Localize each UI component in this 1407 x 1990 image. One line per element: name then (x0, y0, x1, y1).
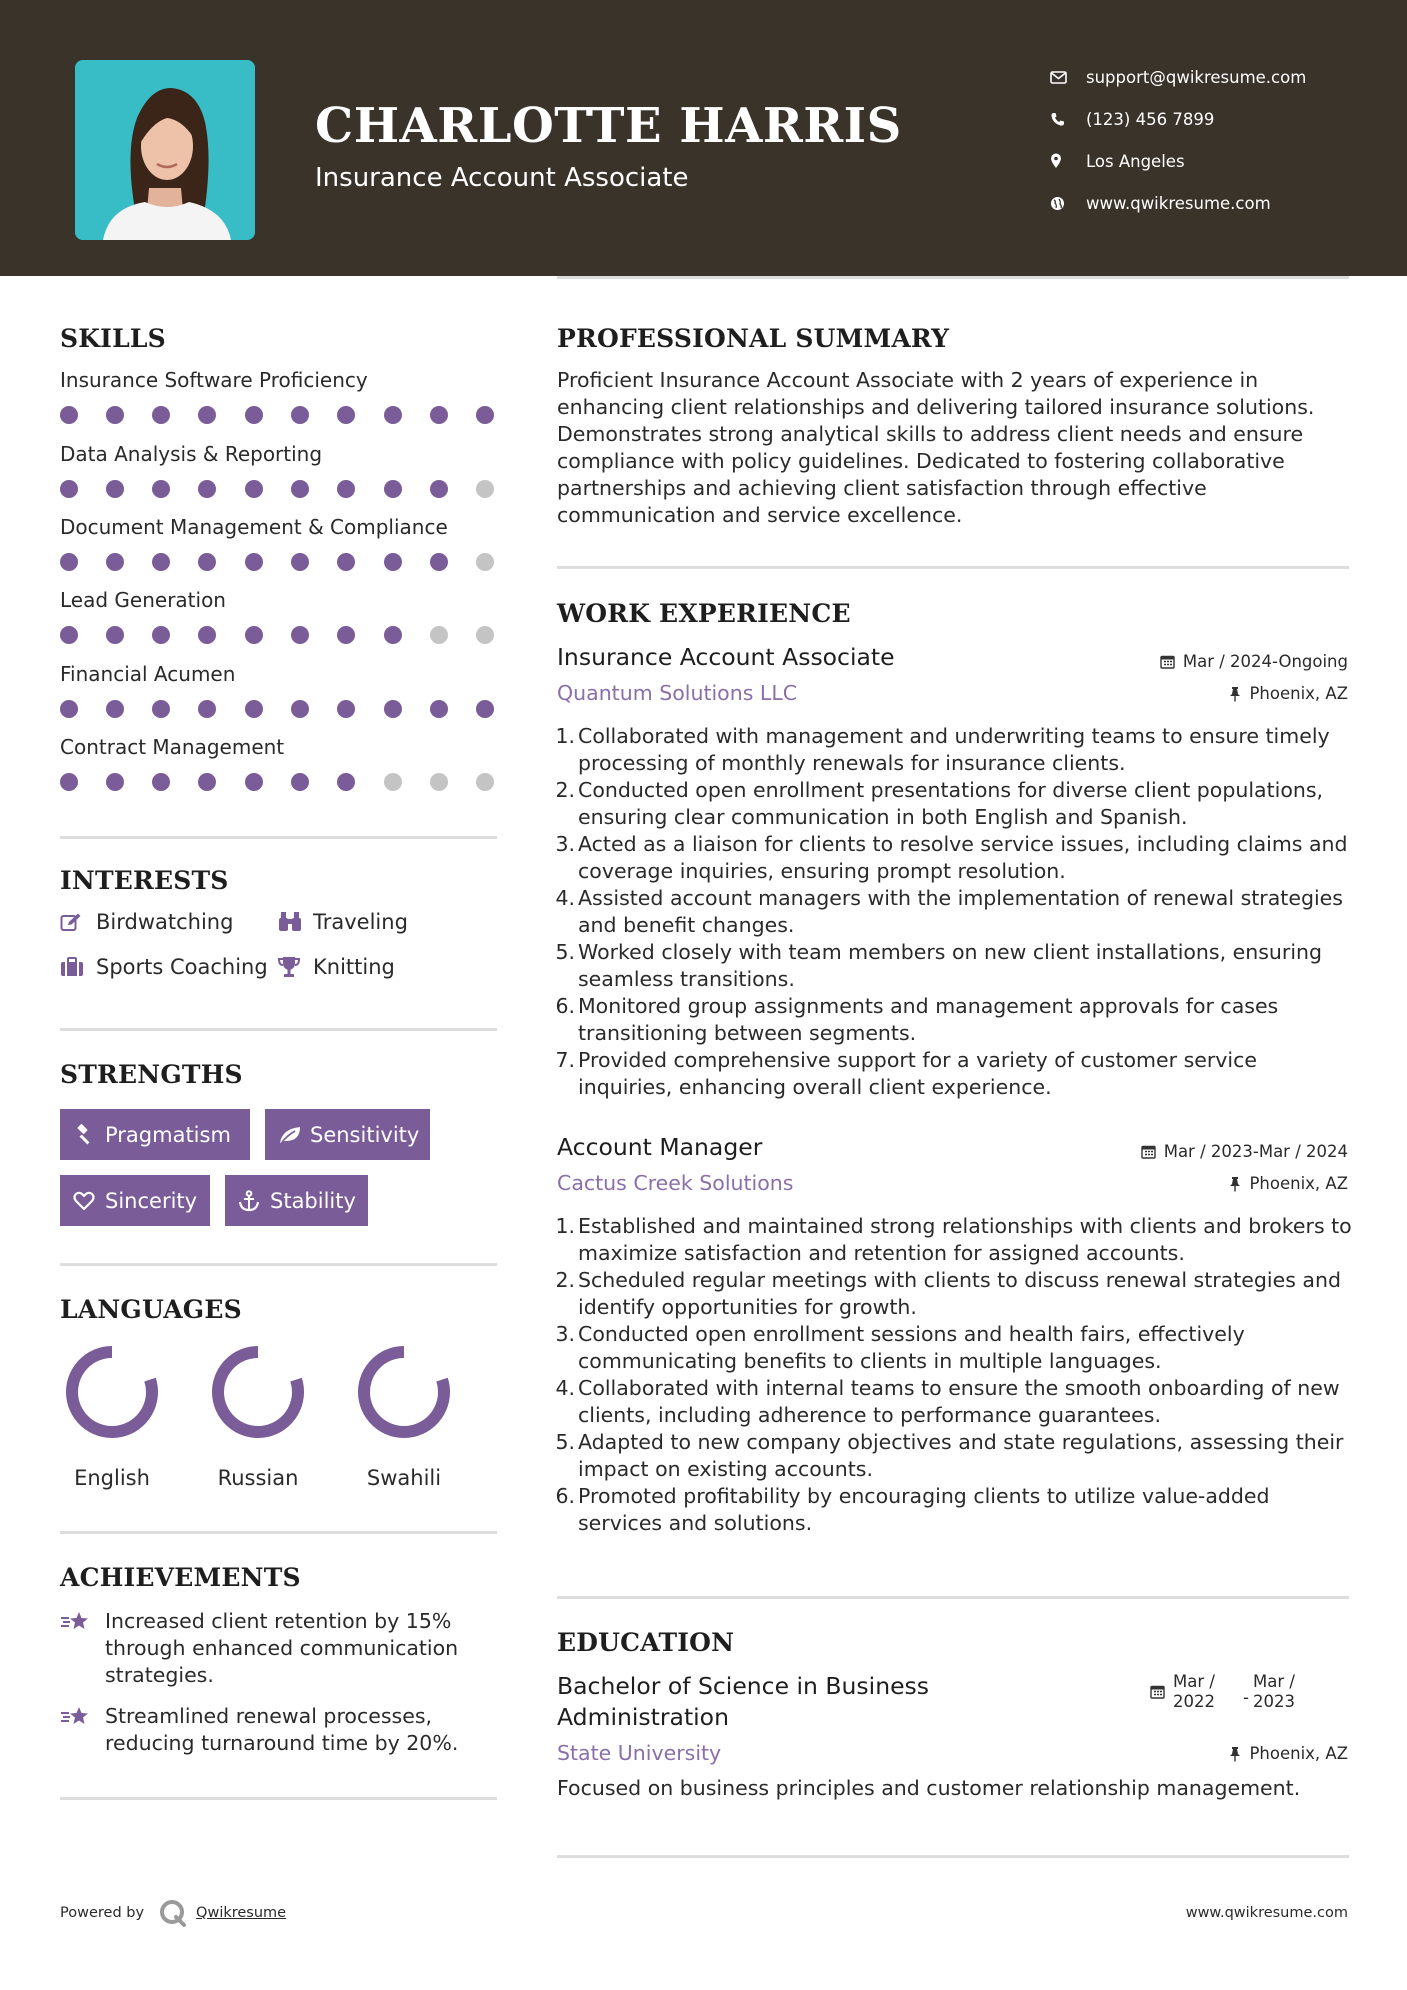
rating-dot-filled (198, 480, 216, 498)
skill-item (60, 588, 500, 650)
job-location (1229, 684, 1348, 703)
binoculars-icon (277, 911, 313, 933)
rating-dot-filled (291, 406, 309, 424)
job-dates-text: Mar / 2024-Ongoing (1182, 652, 1348, 671)
rating-dot-filled (198, 553, 216, 571)
language-label: Russian (217, 1466, 299, 1490)
rating-dot-filled (291, 700, 309, 718)
rating-dot-filled (245, 700, 263, 718)
achievement-text: Increased client retention by 15% through enhanced communication strategies. (105, 1609, 459, 1687)
responsibility-item: 3. Acted as a liaison for clients to resolve service issues, including claims and coverage inquiries, ensuring prompt resolution. (555, 832, 1348, 883)
rating-dot-empty (384, 773, 402, 791)
contact-info (1050, 56, 1306, 224)
language-ring (208, 1342, 308, 1442)
achievements-heading: ACHIEVEMENTS (60, 1563, 301, 1592)
skill-rating (60, 406, 500, 430)
language-english (52, 1342, 172, 1490)
contact-location (1050, 140, 1306, 182)
thumbtack-icon (1229, 686, 1241, 702)
responsibility-item: 1. Collaborated with management and underwriting teams to ensure timely processing of monthly renewals for insurance clients. (555, 724, 1330, 775)
responsibility-item: 2. Conducted open enrollment presentations for diverse client populations, ensuring clear communication in both English and Spanish. (555, 778, 1324, 829)
rating-dot-filled (384, 480, 402, 498)
rating-dot-filled (106, 480, 124, 498)
rating-dot-filled (337, 626, 355, 644)
education-end-date: Mar / 2023 (1253, 1672, 1295, 1711)
language-ring (62, 1342, 162, 1442)
rating-dot-filled (60, 553, 78, 571)
strength-label: Sensitivity (310, 1122, 420, 1147)
rating-dot-empty (476, 480, 494, 498)
calendar-icon (1150, 1672, 1165, 1712)
rating-dot-filled (337, 480, 355, 498)
interest-label: Birdwatching (96, 910, 234, 934)
rating-dot-filled (245, 480, 263, 498)
summary-divider (557, 566, 1349, 569)
rating-dot-filled (337, 773, 355, 791)
strength-tag-sincerity (60, 1175, 210, 1226)
profile-photo (75, 60, 255, 240)
job-dates (1160, 652, 1348, 671)
rating-dot-filled (60, 406, 78, 424)
skill-name: Contract Management (60, 735, 285, 759)
rating-dot-filled (60, 480, 78, 498)
rating-dot-filled (152, 626, 170, 644)
achievements-divider (60, 1797, 497, 1800)
rating-dot-filled (198, 700, 216, 718)
rating-dot-filled (106, 626, 124, 644)
summary-heading: PROFESSIONAL SUMMARY (557, 324, 950, 353)
interest-label: Knitting (313, 955, 395, 979)
header-divider (557, 276, 1349, 279)
responsibility-item: 4. Assisted account managers with the implementation of renewal strategies and benefit changes. (555, 886, 1343, 937)
job-title: Account Manager (557, 1133, 763, 1161)
strengths-heading: STRENGTHS (60, 1060, 243, 1089)
contact-email-text: support@qwikresume.com (1086, 67, 1307, 87)
job-location (1229, 1174, 1348, 1193)
skill-item (60, 735, 500, 797)
company-name: Cactus Creek Solutions (557, 1171, 794, 1195)
education-location-text: Phoenix, AZ (1249, 1744, 1348, 1763)
skill-item (60, 442, 500, 504)
rating-dot-empty (430, 773, 448, 791)
rating-dot-filled (337, 406, 355, 424)
rating-dot-filled (152, 700, 170, 718)
strength-tag-pragmatism (60, 1109, 250, 1160)
summary-text: Proficient Insurance Account Associate with 2 years of experience in enhancing client relationships and delivering tailored insurance solutions. Demonstrates strong analytical skills to address client needs and ensure compliance with policy guidelines. Dedicated to fostering collaborative partnerships and achieving client satisfaction through effective communication and service excellence. (557, 368, 1315, 527)
resume-header (0, 0, 1407, 276)
interest-knitting (277, 955, 395, 979)
school-name: State University (557, 1741, 722, 1765)
job-location-text: Phoenix, AZ (1249, 1174, 1348, 1193)
company-name: Quantum Solutions LLC (557, 681, 798, 705)
envelope-icon (1050, 71, 1086, 84)
education-divider (557, 1855, 1349, 1858)
rating-dot-filled (60, 700, 78, 718)
rating-dot-filled (337, 553, 355, 571)
responsibility-item: 1. Established and maintained strong relationships with clients and brokers to maximize satisfaction and retention for assigned accounts. (555, 1214, 1352, 1265)
skills-heading: SKILLS (60, 324, 166, 353)
achievement-item (60, 1608, 500, 1689)
rating-dot-filled (476, 406, 494, 424)
interest-label: Sports Coaching (96, 955, 268, 979)
languages-heading: LANGUAGES (60, 1295, 242, 1324)
rating-dot-filled (476, 700, 494, 718)
language-russian (198, 1342, 318, 1490)
skill-rating (60, 626, 500, 650)
rating-dot-filled (384, 626, 402, 644)
language-label: Swahili (366, 1466, 442, 1490)
achievement-item (60, 1703, 500, 1757)
job-title: Insurance Account Associate (557, 643, 895, 671)
footer-website[interactable]: www.qwikresume.com (1185, 1905, 1348, 1921)
contact-email[interactable] (1050, 56, 1306, 98)
interest-label: Traveling (313, 910, 408, 934)
rating-dot-empty (430, 626, 448, 644)
rating-dot-filled (106, 773, 124, 791)
education-dates (1150, 1672, 1303, 1712)
rating-dot-filled (60, 626, 78, 644)
work-heading: WORK EXPERIENCE (557, 599, 851, 628)
rating-dot-filled (152, 480, 170, 498)
skill-rating (60, 773, 500, 797)
rating-dot-filled (337, 700, 355, 718)
rating-dot-filled (245, 773, 263, 791)
rating-dot-filled (152, 553, 170, 571)
pencil-square-icon (60, 912, 96, 932)
contact-phone-text: (123) 456 7899 (1086, 109, 1215, 129)
skill-name: Data Analysis & Reporting (60, 442, 323, 466)
skill-name: Lead Generation (60, 588, 226, 612)
skill-name: Financial Acumen (60, 662, 236, 686)
language-ring (354, 1342, 454, 1442)
rating-dot-filled (430, 480, 448, 498)
interests-heading: INTERESTS (60, 866, 229, 895)
globe-icon (1050, 196, 1086, 211)
qwikresume-logo-icon (158, 1898, 188, 1928)
trophy-icon (277, 956, 313, 978)
rating-dot-filled (430, 553, 448, 571)
contact-location-text: Los Angeles (1086, 151, 1185, 171)
strength-label: Sincerity (105, 1188, 198, 1213)
rating-dot-empty (476, 773, 494, 791)
education-start-date: Mar / 2022 (1173, 1672, 1215, 1711)
footer-powered-by (60, 1898, 286, 1928)
responsibility-item: 5. Adapted to new company objectives and state regulations, assessing their impact on existing accounts. (555, 1430, 1344, 1481)
rating-dot-filled (106, 553, 124, 571)
rating-dot-filled (245, 406, 263, 424)
responsibility-item: 7. Provided comprehensive support for a variety of customer service inquiries, enhancing overall client experience. (555, 1048, 1258, 1099)
anchor-icon (238, 1190, 270, 1212)
interest-birdwatching (60, 910, 233, 934)
rating-dot-filled (291, 773, 309, 791)
thumbtack-icon (1229, 1746, 1241, 1762)
qwikresume-link[interactable]: Qwikresume (196, 1905, 287, 1921)
job-dates-text: Mar / 2023-Mar / 2024 (1163, 1142, 1348, 1161)
skill-rating (60, 480, 500, 504)
candidate-title: Insurance Account Associate (315, 163, 689, 193)
responsibility-item: 4. Collaborated with internal teams to ensure the smooth onboarding of new clients, including adherence to performance guarantees. (555, 1376, 1340, 1427)
phone-icon (1050, 112, 1086, 127)
strengths-divider (60, 1263, 497, 1266)
strength-tag-sensitivity (265, 1109, 430, 1160)
responsibility-item: 5. Worked closely with team members on new client installations, ensuring seamless transitions. (555, 940, 1323, 991)
rating-dot-filled (245, 626, 263, 644)
strength-label: Stability (270, 1188, 356, 1213)
rating-dot-filled (291, 480, 309, 498)
responsibility-item: 6. Promoted profitability by encouraging clients to utilize value-added services and solutions. (555, 1484, 1270, 1535)
job-responsibilities (553, 723, 1353, 1101)
contact-phone[interactable] (1050, 98, 1306, 140)
rating-dot-empty (476, 626, 494, 644)
shooting-star-icon (60, 1703, 105, 1757)
rating-dot-filled (198, 626, 216, 644)
calendar-icon (1141, 1144, 1156, 1159)
date-separator: - (1243, 1688, 1249, 1707)
strength-label: Pragmatism (105, 1122, 231, 1147)
education-description: Focused on business principles and customer relationship management. (557, 1776, 1301, 1800)
achievement-text: Streamlined renewal processes, reducing turnaround time by 20%. (105, 1704, 459, 1755)
education-location (1229, 1744, 1348, 1763)
strength-tag-stability (225, 1175, 368, 1226)
responsibility-item: 6. Monitored group assignments and management approvals for cases transitioning between segments. (555, 994, 1279, 1045)
rating-dot-filled (198, 406, 216, 424)
skill-rating (60, 700, 500, 724)
responsibility-item: 2. Scheduled regular meetings with clients to discuss renewal strategies and identify opportunities for growth. (555, 1268, 1341, 1319)
rating-dot-filled (152, 406, 170, 424)
skill-item (60, 368, 500, 430)
job-responsibilities (553, 1213, 1353, 1537)
candidate-name: CHARLOTTE HARRIS (315, 98, 902, 154)
shooting-star-icon (60, 1608, 105, 1689)
language-label: English (74, 1466, 150, 1490)
skills-divider (60, 836, 497, 839)
responsibility-item: 3. Conducted open enrollment sessions and health fairs, effectively communicating benefits to clients in multiple languages. (555, 1322, 1245, 1373)
powered-by-label: Powered by (60, 1905, 145, 1921)
heart-icon (73, 1191, 105, 1211)
skill-name: Document Management & Compliance (60, 515, 448, 539)
degree-name: Bachelor of Science in Business Administration (557, 1672, 930, 1731)
interest-traveling (277, 910, 408, 934)
rating-dot-filled (106, 406, 124, 424)
rating-dot-filled (152, 773, 170, 791)
skill-rating (60, 553, 500, 577)
briefcase-icon (60, 957, 96, 977)
rating-dot-filled (291, 626, 309, 644)
map-pin-icon (1050, 153, 1086, 169)
job-location-text: Phoenix, AZ (1249, 684, 1348, 703)
rating-dot-filled (384, 553, 402, 571)
skill-name: Insurance Software Proficiency (60, 368, 368, 392)
portrait-image (75, 60, 255, 240)
job-dates (1141, 1142, 1348, 1161)
rating-dot-filled (384, 406, 402, 424)
rating-dot-filled (384, 700, 402, 718)
thumbtack-icon (1229, 1176, 1241, 1192)
rating-dot-filled (106, 700, 124, 718)
language-swahili (344, 1342, 464, 1490)
rating-dot-filled (245, 553, 263, 571)
rating-dot-empty (476, 553, 494, 571)
rating-dot-filled (430, 406, 448, 424)
contact-website-text: www.qwikresume.com (1086, 193, 1271, 213)
leaf-icon (278, 1125, 310, 1145)
calendar-icon (1160, 654, 1175, 669)
rating-dot-filled (198, 773, 216, 791)
languages-divider (60, 1531, 497, 1534)
interest-sports-coaching (60, 955, 268, 979)
education-heading: EDUCATION (557, 1628, 735, 1657)
skill-item (60, 662, 500, 724)
skill-item (60, 515, 500, 577)
rating-dot-filled (291, 553, 309, 571)
gavel-icon (73, 1124, 105, 1146)
work-divider (557, 1596, 1349, 1599)
rating-dot-filled (60, 773, 78, 791)
contact-website[interactable] (1050, 182, 1306, 224)
interests-divider (60, 1028, 497, 1031)
rating-dot-filled (430, 700, 448, 718)
